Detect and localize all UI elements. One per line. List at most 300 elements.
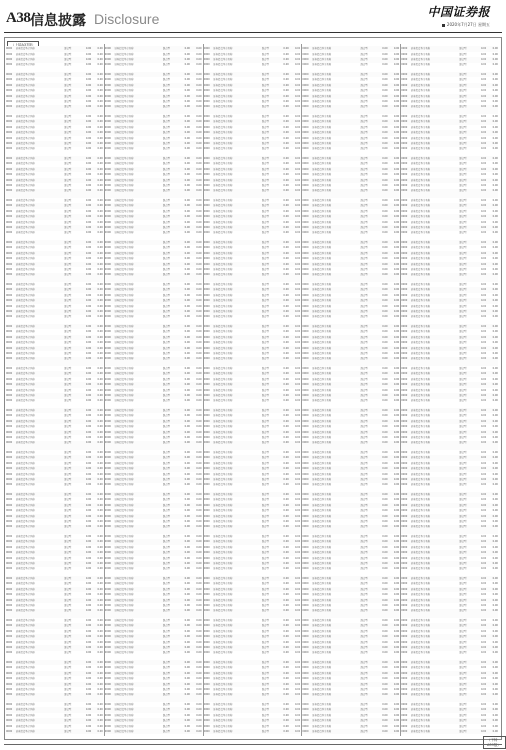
table-cell: 0.00 <box>85 72 92 76</box>
table-cell: 混合型 <box>261 394 269 397</box>
table-cell: 混合型 <box>162 702 171 706</box>
table-cell: 0.00 <box>184 310 190 313</box>
table-cell: 0000 <box>302 677 309 680</box>
table-cell: 0000 <box>6 220 13 224</box>
table-cell: 混合型 <box>162 251 171 255</box>
table-cell: 0.00 <box>382 209 388 213</box>
table-cell: 证券投资基金名称 <box>410 188 430 192</box>
table-cell: 证券投资基金名称 <box>410 288 430 291</box>
table-cell: 混合型 <box>261 608 269 612</box>
table-cell: 0000 <box>203 335 210 339</box>
table-cell: 0.00 <box>85 356 92 360</box>
table-cell: 0000 <box>104 173 111 176</box>
table-cell: 0.00 <box>184 220 190 224</box>
table-cell: 证券投资基金名称 <box>114 582 134 585</box>
table-cell: 0.00 <box>481 83 487 87</box>
table-cell: 0.00 <box>196 514 202 518</box>
table-cell: 混合型 <box>360 268 368 271</box>
table-cell: 0.00 <box>85 131 92 134</box>
table-cell: 证券投资基金名称 <box>15 268 35 271</box>
table-cell: 0.00 <box>85 534 92 538</box>
table-cell: 0.00 <box>295 341 301 344</box>
table-cell: 0000 <box>401 503 408 507</box>
table-cell: 0.00 <box>196 215 202 218</box>
table-cell: 混合型 <box>162 89 171 92</box>
table-cell: 0000 <box>203 618 210 622</box>
table-cell: 0.00 <box>184 173 190 176</box>
table-cell: 混合型 <box>261 503 269 507</box>
table-cell: 0.00 <box>481 492 487 496</box>
table-cell: 混合型 <box>64 682 72 686</box>
table-cell: 0.00 <box>295 215 301 218</box>
table-cell: 0.00 <box>97 708 103 711</box>
table-cell: 混合型 <box>162 204 171 207</box>
table-cell: 0.00 <box>492 666 498 669</box>
table-cell: 0000 <box>302 724 309 728</box>
table-cell: 混合型 <box>261 100 269 103</box>
table-cell: 0.00 <box>382 425 388 428</box>
table-cell: 0.00 <box>196 708 202 711</box>
table-cell: 0.00 <box>382 178 388 182</box>
table-cell: 0000 <box>401 524 408 528</box>
table-cell: 混合型 <box>360 131 368 134</box>
table-cell: 0000 <box>203 136 210 140</box>
table-cell: 混合型 <box>162 520 171 523</box>
table-cell: 0.00 <box>85 335 92 339</box>
table-cell: 0.00 <box>382 314 388 318</box>
table-cell: 证券投资基金名称 <box>312 372 332 375</box>
table-cell: 证券投资基金名称 <box>312 587 332 591</box>
table-cell: 证券投资基金名称 <box>15 136 35 140</box>
table-cell: 0.00 <box>481 461 487 465</box>
table-cell: 0.00 <box>184 125 190 129</box>
table-cell: 0.00 <box>85 173 92 176</box>
table-cell: 0000 <box>203 629 210 633</box>
table-cell: 0000 <box>203 304 210 308</box>
table-cell: 0.00 <box>283 436 289 439</box>
table-cell: 0000 <box>104 142 111 145</box>
table-cell: 混合型 <box>261 682 269 686</box>
table-cell: 0000 <box>203 478 210 481</box>
table-cell: 混合型 <box>360 100 368 103</box>
table-cell: 0.00 <box>382 352 388 355</box>
table-cell: 0.00 <box>481 724 487 728</box>
table-cell: 0000 <box>104 713 111 717</box>
table-cell: 证券投资基金名称 <box>114 388 134 392</box>
table-cell: 0.00 <box>196 509 202 512</box>
table-cell: 混合型 <box>360 310 368 313</box>
table-row <box>204 441 301 450</box>
table-cell: 证券投资基金名称 <box>213 593 233 596</box>
table-cell: 0000 <box>6 251 13 255</box>
table-cell: 混合型 <box>162 524 171 528</box>
table-cell: 0.00 <box>393 366 400 370</box>
table-cell: 0000 <box>6 72 13 76</box>
table-cell: 0.00 <box>196 713 202 717</box>
table-cell: 0.00 <box>481 604 487 607</box>
table-cell: 0.00 <box>97 142 103 145</box>
table-cell: 0.00 <box>85 262 92 266</box>
table-cell: 0.00 <box>481 220 487 224</box>
table-cell: 证券投资基金名称 <box>114 341 134 344</box>
table-cell: 0000 <box>203 472 210 476</box>
table-cell: 0.00 <box>295 162 301 165</box>
table-cell: 混合型 <box>64 324 72 328</box>
table-cell: 混合型 <box>459 534 467 538</box>
table-cell: 证券投资基金名称 <box>15 100 35 103</box>
table-cell: 混合型 <box>360 383 368 386</box>
table-cell: 混合型 <box>64 178 72 182</box>
table-cell: 0000 <box>203 666 210 669</box>
table-cell: 证券投资基金名称 <box>213 366 233 370</box>
table-cell: 0.00 <box>382 640 388 644</box>
table-cell: 0000 <box>6 419 13 423</box>
table-cell: 0.00 <box>295 268 301 271</box>
table-cell: 0.00 <box>184 702 190 706</box>
table-cell: 混合型 <box>360 58 368 61</box>
table-cell: 0000 <box>302 377 309 381</box>
table-cell: 0.00 <box>283 587 289 591</box>
table-cell: 0.00 <box>382 346 388 350</box>
table-cell: 0000 <box>6 330 13 333</box>
table-cell: 混合型 <box>360 608 368 612</box>
table-cell: 证券投资基金名称 <box>312 204 332 207</box>
table-cell: 证券投资基金名称 <box>114 184 134 187</box>
table-cell: 证券投资基金名称 <box>213 629 233 633</box>
table-cell: 0000 <box>401 618 408 622</box>
table-cell: 0.00 <box>393 702 400 706</box>
table-cell: 证券投资基金名称 <box>213 430 233 434</box>
table-cell: 0.00 <box>85 618 92 622</box>
table-cell: 0.00 <box>382 272 388 276</box>
table-cell: 0.00 <box>295 408 301 412</box>
table-cell: 混合型 <box>261 408 269 412</box>
table-cell: 0000 <box>203 246 210 249</box>
table-cell: 0.00 <box>184 394 190 397</box>
table-cell: 证券投资基金名称 <box>312 47 332 50</box>
table-cell: 0.00 <box>85 436 92 439</box>
table-cell: 0000 <box>401 556 408 560</box>
table-cell: 0.00 <box>184 461 190 465</box>
table-cell: 证券投资基金名称 <box>114 310 134 313</box>
table-cell: 证券投资基金名称 <box>410 719 430 722</box>
table-cell: 0.00 <box>393 388 400 392</box>
table-cell: 证券投资基金名称 <box>15 478 35 481</box>
table-cell: 0.00 <box>196 299 202 302</box>
table-row <box>302 525 399 534</box>
table-cell: 0.00 <box>382 608 388 612</box>
table-cell: 0000 <box>6 534 13 538</box>
table-cell: 0000 <box>203 257 210 260</box>
table-cell: 证券投资基金名称 <box>312 114 332 118</box>
table-cell: 0.00 <box>196 377 202 381</box>
table-cell: 证券投资基金名称 <box>213 83 233 87</box>
table-cell: 0.00 <box>492 377 498 381</box>
table-cell: 0000 <box>6 472 13 476</box>
table-cell: 证券投资基金名称 <box>410 167 430 171</box>
table-cell: 0.00 <box>481 524 487 528</box>
table-cell: 混合型 <box>360 114 368 118</box>
table-cell: 证券投资基金名称 <box>15 62 35 66</box>
table-row <box>401 105 498 114</box>
table-cell: 证券投资基金名称 <box>15 341 35 344</box>
table-cell: 0.00 <box>85 671 92 675</box>
table-cell: 混合型 <box>162 173 171 176</box>
table-cell: 0.00 <box>295 587 301 591</box>
table-cell: 0000 <box>203 230 210 234</box>
table-cell: 0.00 <box>295 383 301 386</box>
table-cell: 0.00 <box>382 702 388 706</box>
table-cell: 混合型 <box>64 436 72 439</box>
table-cell: 0.00 <box>492 324 498 328</box>
table-cell: 0.00 <box>393 240 400 244</box>
table-cell: 0.00 <box>283 83 289 87</box>
table-cell: 混合型 <box>162 498 171 501</box>
table-cell: 0000 <box>104 83 111 87</box>
table-cell: 0.00 <box>393 472 400 476</box>
table-cell: 混合型 <box>459 498 467 501</box>
table-cell: 0000 <box>6 346 13 350</box>
table-cell: 混合型 <box>162 246 171 249</box>
table-cell: 证券投资基金名称 <box>213 78 233 81</box>
table-cell: 0000 <box>401 498 408 501</box>
table-cell: 混合型 <box>162 293 171 297</box>
table-cell: 0.00 <box>97 398 103 402</box>
table-cell: 证券投资基金名称 <box>15 666 35 669</box>
table-cell: 证券投资基金名称 <box>213 178 233 182</box>
table-cell: 0.00 <box>481 692 487 696</box>
table-cell: 混合型 <box>64 576 72 580</box>
table-cell: 0000 <box>6 478 13 481</box>
table-cell: 0.00 <box>196 582 202 585</box>
table-cell: 0.00 <box>382 677 388 680</box>
table-cell: 0.00 <box>283 314 289 318</box>
table-cell: 混合型 <box>360 293 368 297</box>
table-cell: 0000 <box>401 352 408 355</box>
table-cell: 证券投资基金名称 <box>213 167 233 171</box>
table-cell: 0.00 <box>382 498 388 501</box>
table-cell: 0.00 <box>97 388 103 392</box>
table-cell: 证券投资基金名称 <box>15 167 35 171</box>
table-cell: 混合型 <box>261 142 269 145</box>
table-cell: 混合型 <box>162 598 171 602</box>
table-cell: 0.00 <box>492 562 498 565</box>
table-cell: 证券投资基金名称 <box>312 629 332 633</box>
table-cell: 0000 <box>6 173 13 176</box>
table-cell: 证券投资基金名称 <box>114 587 134 591</box>
table-cell: 混合型 <box>360 604 368 607</box>
table-cell: 0000 <box>104 162 111 165</box>
table-cell: 0000 <box>104 156 111 160</box>
table-cell: 0.00 <box>295 388 301 392</box>
table-cell: 0.00 <box>283 324 289 328</box>
table-cell: 混合型 <box>64 430 72 434</box>
table-cell: 0000 <box>6 230 13 234</box>
table-cell: 0.00 <box>97 629 103 633</box>
table-cell: 0000 <box>104 618 111 622</box>
table-cell: 混合型 <box>64 640 72 644</box>
table-row <box>105 729 202 734</box>
table-cell: 0000 <box>104 62 111 66</box>
table-cell: 混合型 <box>459 514 467 518</box>
table-cell: 0.00 <box>184 198 190 202</box>
table-cell: 0000 <box>203 408 210 412</box>
table-cell: 证券投资基金名称 <box>213 646 233 649</box>
table-cell: 混合型 <box>360 702 368 706</box>
table-cell: 混合型 <box>64 608 72 612</box>
table-cell: 0000 <box>6 719 13 722</box>
table-cell: 0000 <box>203 272 210 276</box>
table-cell: 0000 <box>401 598 408 602</box>
table-cell: 混合型 <box>64 78 72 81</box>
table-cell: 0.00 <box>492 62 498 66</box>
table-cell: 混合型 <box>459 467 467 470</box>
table-cell: 证券投资基金名称 <box>312 178 332 182</box>
table-cell: 0000 <box>6 608 13 612</box>
table-cell: 0.00 <box>283 100 289 103</box>
table-cell: 0.00 <box>283 509 289 512</box>
table-cell: 0000 <box>104 520 111 523</box>
table-cell: 0.00 <box>85 414 92 417</box>
table-cell: 0000 <box>401 713 408 717</box>
table-cell: 0.00 <box>382 299 388 302</box>
table-cell: 混合型 <box>261 440 269 444</box>
table-cell: 混合型 <box>360 576 368 580</box>
table-cell: 0.00 <box>393 341 400 344</box>
table-cell: 0.00 <box>393 204 400 207</box>
table-cell: 证券投资基金名称 <box>312 230 332 234</box>
table-cell: 证券投资基金名称 <box>114 419 134 423</box>
table-cell: 混合型 <box>261 246 269 249</box>
listing-column <box>204 46 301 734</box>
table-cell: 0.00 <box>196 540 202 543</box>
table-cell: 证券投资基金名称 <box>114 593 134 596</box>
table-row <box>6 399 103 408</box>
table-cell: 0000 <box>203 524 210 528</box>
table-cell: 0000 <box>302 598 309 602</box>
table-cell: 0.00 <box>393 566 400 570</box>
table-cell: 0.00 <box>481 257 487 260</box>
table-cell: 0000 <box>302 472 309 476</box>
table-cell: 证券投资基金名称 <box>410 215 430 218</box>
table-cell: 证券投资基金名称 <box>15 498 35 501</box>
table-cell: 0000 <box>104 330 111 333</box>
table-cell: 0000 <box>104 268 111 271</box>
table-cell: 0.00 <box>283 388 289 392</box>
table-cell: 证券投资基金名称 <box>312 640 332 644</box>
table-cell: 0.00 <box>184 146 190 150</box>
table-cell: 0.00 <box>196 440 202 444</box>
table-cell: 0000 <box>104 346 111 350</box>
table-row <box>204 63 301 72</box>
table-cell: 证券投资基金名称 <box>213 545 233 549</box>
table-cell: 0.00 <box>283 514 289 518</box>
table-cell: 0.00 <box>382 226 388 229</box>
table-cell: 0000 <box>401 215 408 218</box>
table-cell: 混合型 <box>459 730 467 733</box>
table-cell: 0.00 <box>283 540 289 543</box>
table-cell: 证券投资基金名称 <box>312 688 332 691</box>
table-cell: 0.00 <box>85 629 92 633</box>
table-cell: 0.00 <box>196 419 202 423</box>
table-cell: 0.00 <box>295 226 301 229</box>
table-cell: 证券投资基金名称 <box>312 724 332 728</box>
table-cell: 0.00 <box>295 167 301 171</box>
table-cell: 证券投资基金名称 <box>114 94 134 98</box>
table-cell: 0.00 <box>492 408 498 412</box>
table-cell: 0000 <box>401 366 408 370</box>
table-cell: 混合型 <box>459 545 467 549</box>
table-cell: 证券投资基金名称 <box>312 520 332 523</box>
table-cell: 0000 <box>203 240 210 244</box>
table-cell: 0.00 <box>481 131 487 134</box>
table-cell: 证券投资基金名称 <box>114 288 134 291</box>
table-cell: 混合型 <box>459 556 467 560</box>
table-cell: 0000 <box>203 226 210 229</box>
table-cell: 混合型 <box>360 330 368 333</box>
table-cell: 证券投资基金名称 <box>312 498 332 501</box>
table-cell: 0000 <box>302 545 309 549</box>
table-cell: 证券投资基金名称 <box>312 304 332 308</box>
table-cell: 证券投资基金名称 <box>410 724 430 728</box>
table-cell: 0.00 <box>184 131 190 134</box>
table-cell: 混合型 <box>261 282 269 286</box>
table-cell: 0.00 <box>196 335 202 339</box>
table-cell: 混合型 <box>360 78 368 81</box>
table-cell: 证券投资基金名称 <box>410 352 430 355</box>
table-cell: 混合型 <box>459 146 467 150</box>
table-row <box>105 315 202 324</box>
table-cell: 证券投资基金名称 <box>15 556 35 560</box>
table-cell: 0.00 <box>382 377 388 381</box>
table-cell: 0.00 <box>393 131 400 134</box>
table-cell: 0000 <box>302 702 309 706</box>
table-cell: 0.00 <box>85 83 92 87</box>
table-cell: 证券投资基金名称 <box>15 282 35 286</box>
table-cell: 0.00 <box>492 173 498 176</box>
page-number: A38 <box>6 10 31 26</box>
table-cell: 混合型 <box>261 304 269 308</box>
table-cell: 混合型 <box>162 692 171 696</box>
table-cell: 0.00 <box>481 215 487 218</box>
table-cell: 0000 <box>302 257 309 260</box>
table-cell: 0.00 <box>196 660 202 664</box>
table-cell: 0.00 <box>382 436 388 439</box>
table-cell: 0000 <box>104 503 111 507</box>
table-cell: 证券投资基金名称 <box>410 257 430 260</box>
table-cell: 0.00 <box>196 408 202 412</box>
table-cell: 0.00 <box>492 100 498 103</box>
table-cell: 0.00 <box>97 440 103 444</box>
table-cell: 0.00 <box>382 713 388 717</box>
table-cell: 混合型 <box>64 492 72 496</box>
table-cell: 0000 <box>104 408 111 412</box>
table-cell: 0000 <box>203 131 210 134</box>
table-cell: 0000 <box>302 125 309 129</box>
table-cell: 0000 <box>104 167 111 171</box>
table-cell: 0000 <box>6 598 13 602</box>
table-cell: 混合型 <box>360 708 368 711</box>
table-cell: 0000 <box>302 304 309 308</box>
table-cell: 0.00 <box>85 520 92 523</box>
table-cell: 0.00 <box>196 100 202 103</box>
table-cell: 混合型 <box>459 142 467 145</box>
table-cell: 0.00 <box>85 366 92 370</box>
table-cell: 混合型 <box>360 89 368 92</box>
table-cell: 0000 <box>401 545 408 549</box>
table-cell: 混合型 <box>261 534 269 538</box>
table-cell: 0.00 <box>196 456 202 459</box>
